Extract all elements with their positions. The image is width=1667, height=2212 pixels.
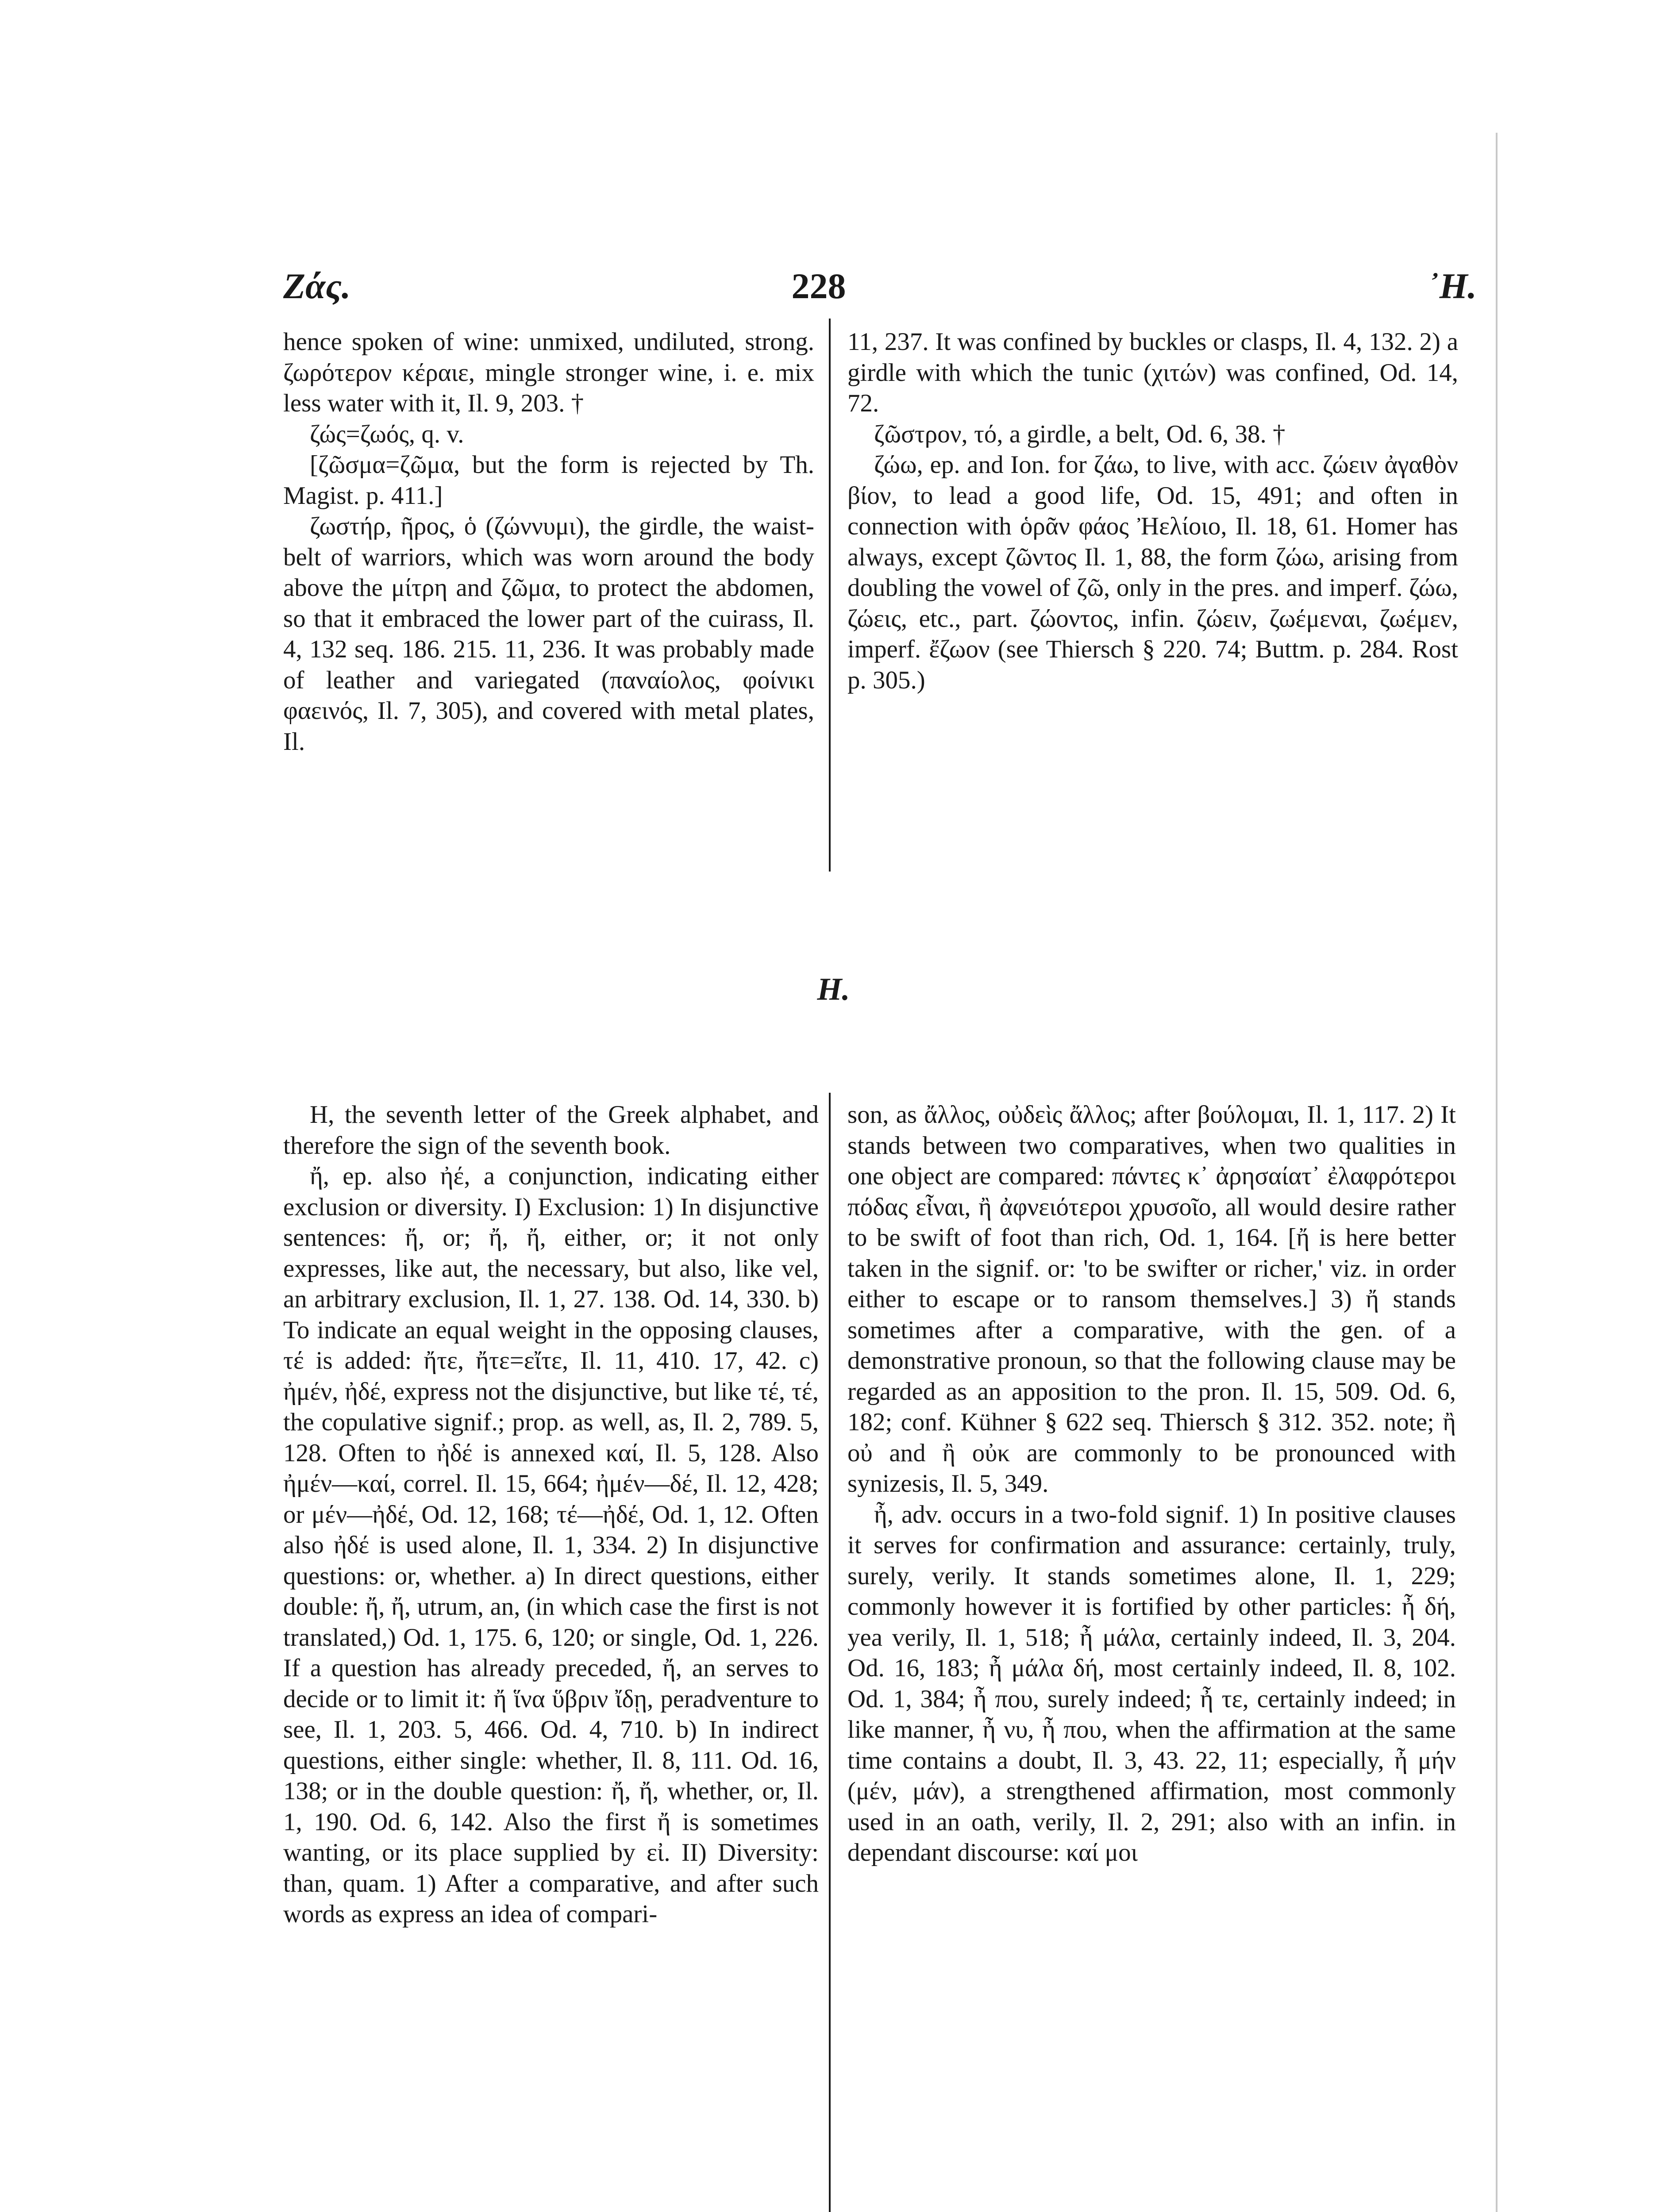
page-number: 228 bbox=[791, 266, 846, 306]
entry-paragraph: ζώω, ep. and Ion. for ζάω, to live, with acc. ζώειν ἀγαθὸν βίον, to lead a good life, Od. 15, 491; and often in connection with ὁρᾶν φάος Ἠελίοιο, Il. 18, 61. Homer has always, except ζῶντος Il. 1, 88, the form ζώω, arising from doubling the vowel of ζῶ, only in the pres. and imperf. ζώω, ζώεις, etc., part. ζώοντος, infin. ζώειν, ζωέμεναι, ζωέμεν, imperf. ἔζωον (see Thiersch § 220. 74; Buttm. p. 284. Rost p. 305.) bbox=[847, 451, 1458, 694]
entry-paragraph: ζωστήρ, ῆρος, ὁ (ζώννυμι), the girdle, the waist-belt of warriors, which was worn around the body above the μίτρη and ζῶμα, to protect the abdomen, so that it embraced the lower part of the cuirass, Il. 4, 132 seq. 186. 215. 11, 236. It was probably made of leather and variegated (παναίολος, φοίνικι φαεινός, Il. 7, 305), and covered with metal plates, Il. bbox=[283, 512, 814, 756]
entry-paragraph: ἤ, ep. also ἠέ, a conjunction, indicating either exclusion or diversity. I) Exclusion: 1) In disjunctive sentences: ἤ, or; ἤ, ἤ, either, or; it not only expresses, like aut, the necessary, but also, like vel, an arbitrary exclusion, Il. 1, 27. 138. Od. 14, 330. b) To indicate an equal weight in the opposing clauses, τέ is added: ἤτε, ἤτε=εἴτε, Il. 11, 410. 17, 42. c) ἠμέν, ἠδέ, express not the disjunctive, but like τέ, τέ, the copulative signif.; prop. as well, as, Il. 2, 789. 5, 128. Often to ἠδέ is annexed καί, Il. 5, 128. Also ἠμέν—καί, correl. Il. 15, 664; ἠμέν—δέ, Il. 12, 428; or μέν—ἠδέ, Od. 12, 168; τέ—ἠδέ, Od. 1, 12. Often also ἠδέ is used alone, Il. 1, 334. 2) In disjunctive questions: or, whether. a) In direct questions, either double: ἤ, ἤ, utrum, an, (in which case the first is not translated,) Od. 1, 175. 6, 120; or single, Od. 1, 226. If a question has already preceded, ἤ, an serves to decide or to limit it: ἤ ἵνα ὕβριν ἴδῃ, peradventure to see, Il. 1, 203. 5, 466. Od. 4, 710. b) In indirect questions, either single: whether, Il. 8, 111. Od. 16, 138; or in the double question: ἤ, ἤ, whether, or, Il. 1, 190. Od. 6, 142. Also the first ἤ is sometimes wanting, or its place supplied by εἰ. II) Diversity: than, quam. 1) After a comparative, and after such words as express an idea of compari- bbox=[283, 1162, 819, 1928]
entry-paragraph: ἦ, adv. occurs in a two-fold signif. 1) In positive clauses it serves for confirmation and assurance: certainly, truly, surely, verily. It stands sometimes alone, Il. 1, 229; commonly however it is fortified by other particles: ἦ δή, yea verily, Il. 1, 518; ἦ μάλα, certainly indeed, Il. 3, 204. Od. 16, 183; ἦ μάλα δή, most certainly indeed, Il. 8, 102. Od. 1, 384; ἦ που, surely indeed; ἦ τε, certainly indeed; in like manner, ἦ νυ, ἦ που, when the affirmation at the same time contains a doubt, Il. 3, 43. 22, 11; especially, ἦ μήν (μέν, μάν), a strengthened affirmation, most commonly used in an oath, verily, Il. 2, 291; also with an infin. in dependant discourse: καί μοι bbox=[847, 1500, 1456, 1866]
header-right-guideword: ᾽H. bbox=[1427, 266, 1477, 306]
entry-paragraph: son, as ἄλλος, οὐδεὶς ἄλλος; after βούλομαι, Il. 1, 117. 2) It stands between two comparatives, when two qualities in one object are compared: πάντες κ᾽ ἀρησαίατ᾽ ἐλαφρότεροι πόδας εἶναι, ἢ ἀφνειότεροι χρυσοῖο, all would desire rather to be swift of foot than rich, Od. 1, 164. [ἤ is here better taken in the signif. or: 'to be swifter or richer,' viz. in order either to escape or to ransom themselves.] 3) ἤ stands sometimes after a comparative, with the gen. of a demonstrative pronoun, so that the following clause may be regarded as an apposition to the pron. Il. 15, 509. Od. 6, 182; conf. Kühner § 622 seq. Thiersch § 312. 352. note; ἢ οὐ and ἢ οὐκ are commonly to be pronounced with synizesis, Il. 5, 349. bbox=[847, 1101, 1456, 1498]
column-divider-top bbox=[829, 319, 831, 872]
section-letter-heading: H. bbox=[817, 972, 850, 1007]
scan-edge-line bbox=[1496, 133, 1498, 2212]
bottom-right-column bbox=[847, 1099, 1456, 1868]
bottom-left-column bbox=[283, 1099, 819, 1930]
top-right-column bbox=[847, 326, 1458, 695]
page-header bbox=[0, 265, 1667, 314]
top-left-column bbox=[283, 326, 814, 757]
header-left-guideword: Zάς. bbox=[283, 266, 351, 306]
entry-paragraph: ζώς=ζωός, q. v. bbox=[310, 420, 464, 448]
entry-paragraph: H, the seventh letter of the Greek alphabet, and therefore the sign of the seventh book. bbox=[283, 1101, 819, 1160]
column-divider-bottom bbox=[829, 1093, 831, 2212]
entry-paragraph: ζῶστρον, τό, a girdle, a belt, Od. 6, 38. † bbox=[874, 420, 1286, 448]
entry-paragraph: [ζῶσμα=ζῶμα, but the form is rejected by Th. Magist. p. 411.] bbox=[283, 451, 814, 510]
entry-paragraph: 11, 237. It was confined by buckles or clasps, Il. 4, 132. 2) a girdle with which the tunic (χιτών) was confined, Od. 14, 72. bbox=[847, 328, 1458, 417]
entry-paragraph: hence spoken of wine: unmixed, undiluted, strong. ζωρότερον κέραιε, mingle stronger wine, i. e. mix less water with it, Il. 9, 203. † bbox=[283, 328, 814, 417]
